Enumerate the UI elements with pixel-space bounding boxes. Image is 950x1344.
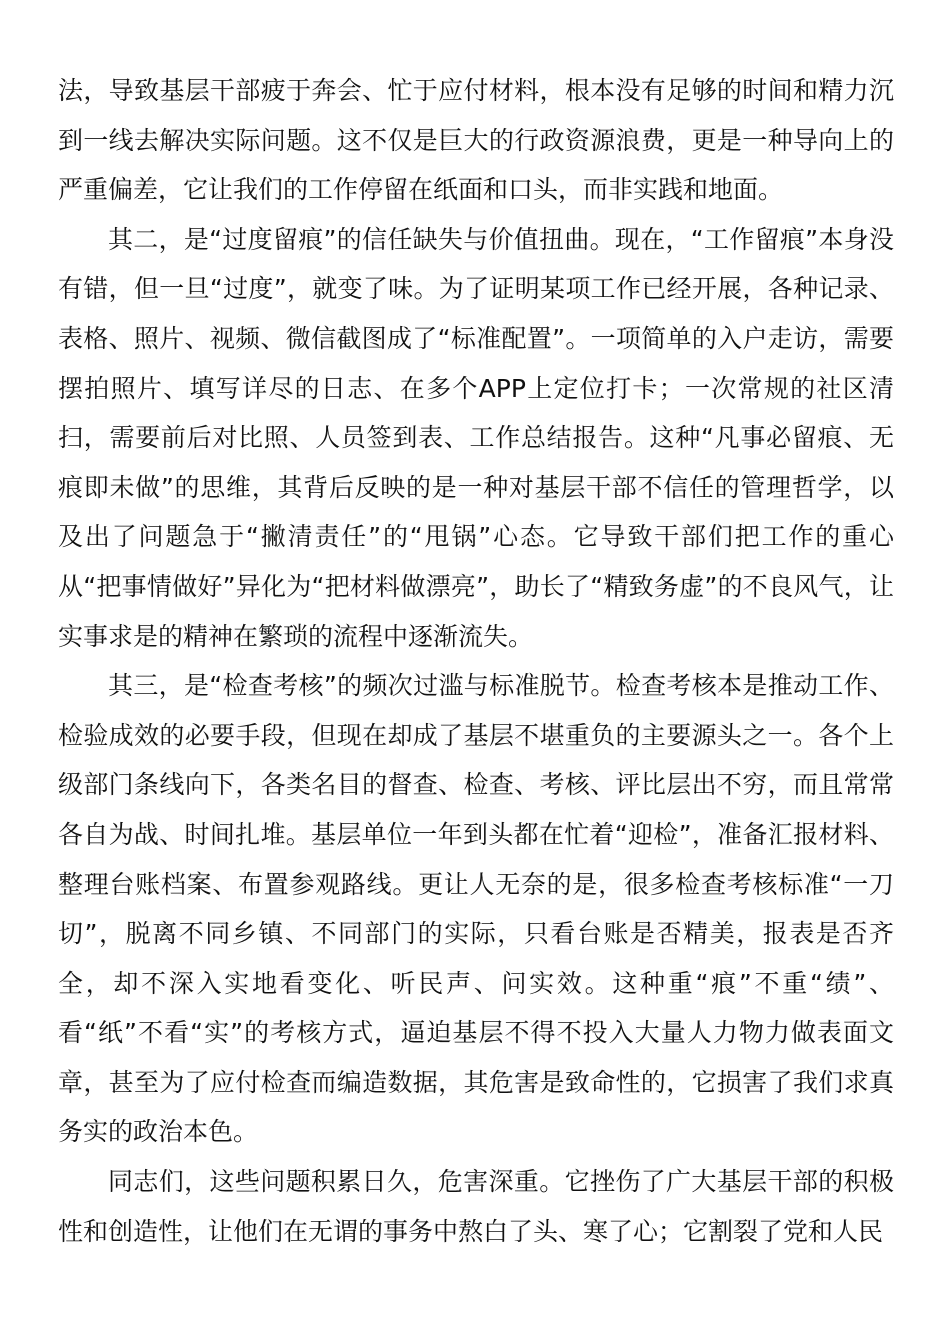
paragraph-1: 法，导致基层干部疲于奔会、忙于应付材料，根本没有足够的时间和精力沉到一线去解决实际问题。这不仅是巨大的行政资源浪费，更是一种导向上的严重偏差，它让我们的工作停留在纸面和口头，而非实践和地面。 (58, 76, 894, 205)
document-body (58, 66, 894, 1256)
paragraph-2: 其二，是“过度留痕”的信任缺失与价值扭曲。现在，“工作留痕”本身没有错，但一旦“过度”，就变了味。为了证明某项工作已经开展，各种记录、表格、照片、视频、微信截图成了“标准配置”。一项简单的入户走访，需要摆拍照片、填写详尽的日志、在多个APP上定位打卡；一次常规的社区清扫，需要前后对比照、人员签到表、工作总结报告。这种“凡事必留痕、无痕即未做”的思维，其背后反映的是一种对基层干部不信任的管理哲学，以及出了问题急于“撇清责任”的“甩锅”心态。它导致干部们把工作的重心从“把事情做好”异化为“把材料做漂亮”，助长了“精致务虚”的不良风气，让实事求是的精神在繁琐的流程中逐渐流失。 (58, 224, 894, 651)
paragraph-4: 同志们，这些问题积累日久，危害深重。它挫伤了广大基层干部的积极性和创造性，让他们在无谓的事务中熬白了头、寒了心；它割裂了党和人民 (58, 1167, 894, 1246)
paragraph-3: 其三，是“检查考核”的频次过滥与标准脱节。检查考核本是推动工作、检验成效的必要手段，但现在却成了基层不堪重负的主要源头之一。各个上级部门条线向下，各类名目的督查、检查、考核、评比层出不穷，而且常常各自为战、时间扎堆。基层单位一年到头都在忙着“迎检”，准备汇报材料、整理台账档案、布置参观路线。更让人无奈的是，很多检查考核标准“一刀切”，脱离不同乡镇、不同部门的实际，只看台账是否精美，报表是否齐全，却不深入实地看变化、听民声、问实效。这种重“痕”不重“绩”、看“纸”不看“实”的考核方式，逼迫基层不得不投入大量人力物力做表面文章，甚至为了应付检查而编造数据，其危害是致命性的，它损害了我们求真务实的政治本色。 (58, 671, 894, 1147)
